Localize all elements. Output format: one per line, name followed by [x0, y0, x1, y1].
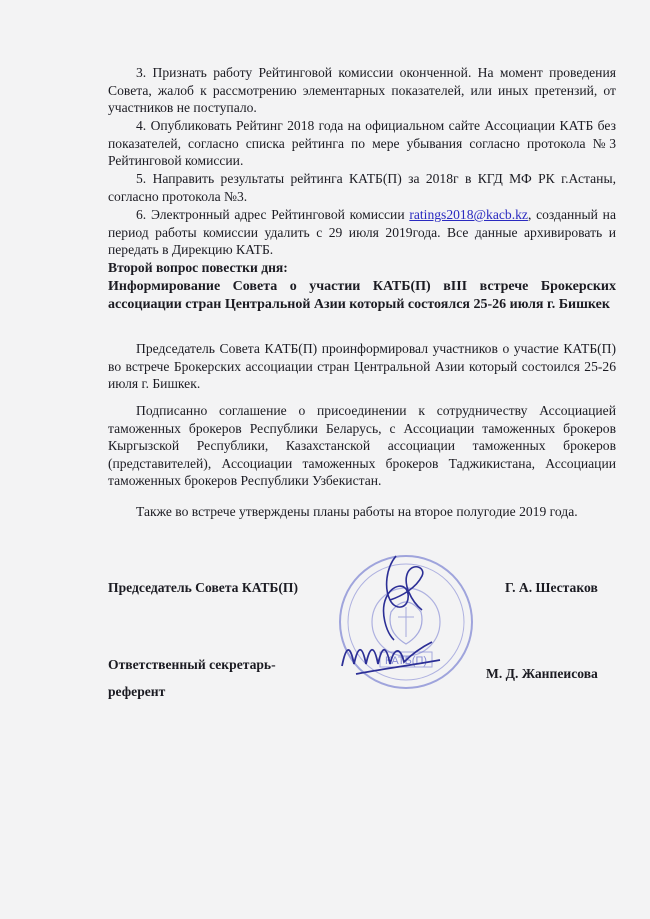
chairman-name: Г. А. Шестаков — [505, 580, 598, 595]
item-number: 6. — [136, 207, 147, 222]
item-number: 5. — [136, 171, 147, 186]
item-4 — [108, 117, 616, 170]
item-text-after: , созданный на период работы комиссии удалить с 29 июля 2019года. Все данные архивировать и передать в Дирекцию КАТБ. — [108, 207, 616, 258]
chairman-title: Председатель Совета КАТБ(П) — [108, 580, 299, 595]
secretary-name: М. Д. Жанпеисова — [486, 666, 598, 681]
secretary-title-line2: референт — [108, 684, 166, 699]
item-3 — [108, 64, 616, 117]
item-text: Направить результаты рейтинга КАТБ(П) за 2018г в КГД МФ РК г.Астаны, согласно протокола №3. — [108, 171, 616, 204]
item-5 — [108, 170, 616, 205]
item-number: 3. — [136, 65, 147, 80]
second-question-heading: Второй вопрос повестки дня: — [108, 260, 288, 275]
stamp-text: КАТБ(П) — [384, 655, 428, 667]
paragraph-3: Также во встрече утверждены планы работы на второе полугодие 2019 года. — [136, 504, 578, 519]
item-text: Опубликовать Рейтинг 2018 года на официальном сайте Ассоциации КАТБ без показателей, согласно списка рейтинга по мере убывания согласно протокола №3 Рейтинговой комиссии. — [108, 118, 616, 169]
item-text: Электронный адрес Рейтинговой комиссии — [150, 207, 410, 222]
secretary-title-line1: Ответственный секретарь- — [108, 657, 276, 672]
email-link[interactable]: ratings2018@kacb.kz — [409, 207, 528, 222]
item-number: 4. — [136, 118, 147, 133]
item-text: Признать работу Рейтинговой комиссии оконченной. На момент проведения Совета, жалоб к рассмотрению элементарных показателей, или иных претензий, от участников не поступало. — [108, 65, 616, 116]
secretary-signature — [336, 626, 456, 686]
item-6 — [108, 206, 616, 259]
paragraph-1: Председатель Совета КАТБ(П) проинформировал участников о участие КАТБ(П) во встрече Брокерских ассоциации стран Центральной Азии который состоился 25-26 июля г. Бишкек. — [108, 341, 616, 392]
second-question-title: Информирование Совета о участии КАТБ(П) вIII встрече Брокерских ассоциации стран Центральной Азии который состоялся 25-26 июля г. Бишкек — [108, 279, 616, 312]
paragraph-2: Подписанно соглашение о присоединении к сотрудничеству Ассоциацией таможенных брокеров Республики Беларусь, с Ассоциации таможенных брокеров Кыргызской Республики, Казахстанской ассоциации таможенных брокеров (представителей), Ассоциации таможенных брокеров Таджикистана, Ассоциации таможенных брокеров Республики Узбекистан. — [108, 403, 616, 489]
